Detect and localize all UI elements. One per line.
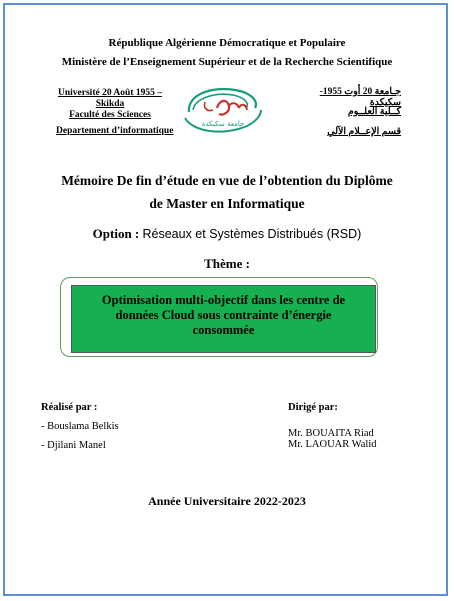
option-value: Réseaux et Systèmes Distribués (RSD)	[142, 227, 362, 241]
theme-title-line2: données Cloud sous contrainte d’énergie	[115, 308, 332, 322]
department-name-ar: قسم الإعــلام الآلي	[327, 127, 401, 137]
memoire-title-line1: Mémoire De fin d’étude en vue de l’obtention du Diplôme	[61, 173, 393, 188]
supervisor-name: Mr. BOUAITA Riad	[288, 428, 374, 439]
option-label: Option :	[92, 226, 140, 241]
faculty-name-fr: Faculté des Sciences	[69, 110, 151, 120]
dirige-label: Dirigé par:	[288, 402, 338, 413]
memoire-title-line2: de Master en Informatique	[149, 196, 305, 211]
theme-title-box	[71, 285, 376, 353]
header-republic: République Algérienne Démocratique et Populaire	[108, 37, 346, 49]
university-name-fr: Université 20 Août 1955 – Skikda	[58, 88, 162, 109]
university-name-ar: جـامعة 20 أوت 1955- سكيكدة	[319, 87, 401, 108]
option-line	[0, 226, 454, 242]
theme-title-line3: consommée	[192, 323, 255, 337]
university-logo-icon	[183, 82, 265, 138]
header-ministry: Ministère de l’Enseignement Supérieur et de la Recherche Scientifique	[61, 56, 393, 68]
logo-text: جامعة سكيكدة	[201, 120, 245, 128]
theme-label: Thème :	[204, 256, 250, 271]
academic-year: Année Universitaire 2022-2023	[148, 494, 306, 508]
student-name: - Bouslama Belkis	[41, 421, 119, 432]
supervisor-name: Mr. LAOUAR Walid	[288, 439, 377, 450]
theme-title-line1: Optimisation multi-objectif dans les centre de	[101, 293, 346, 307]
faculty-name-ar: كــلية العلــوم	[347, 107, 401, 117]
department-name-fr: Departement d’informatique	[56, 126, 174, 136]
realise-label: Réalisé par :	[41, 402, 98, 413]
student-name: - Djilani Manel	[41, 440, 106, 451]
